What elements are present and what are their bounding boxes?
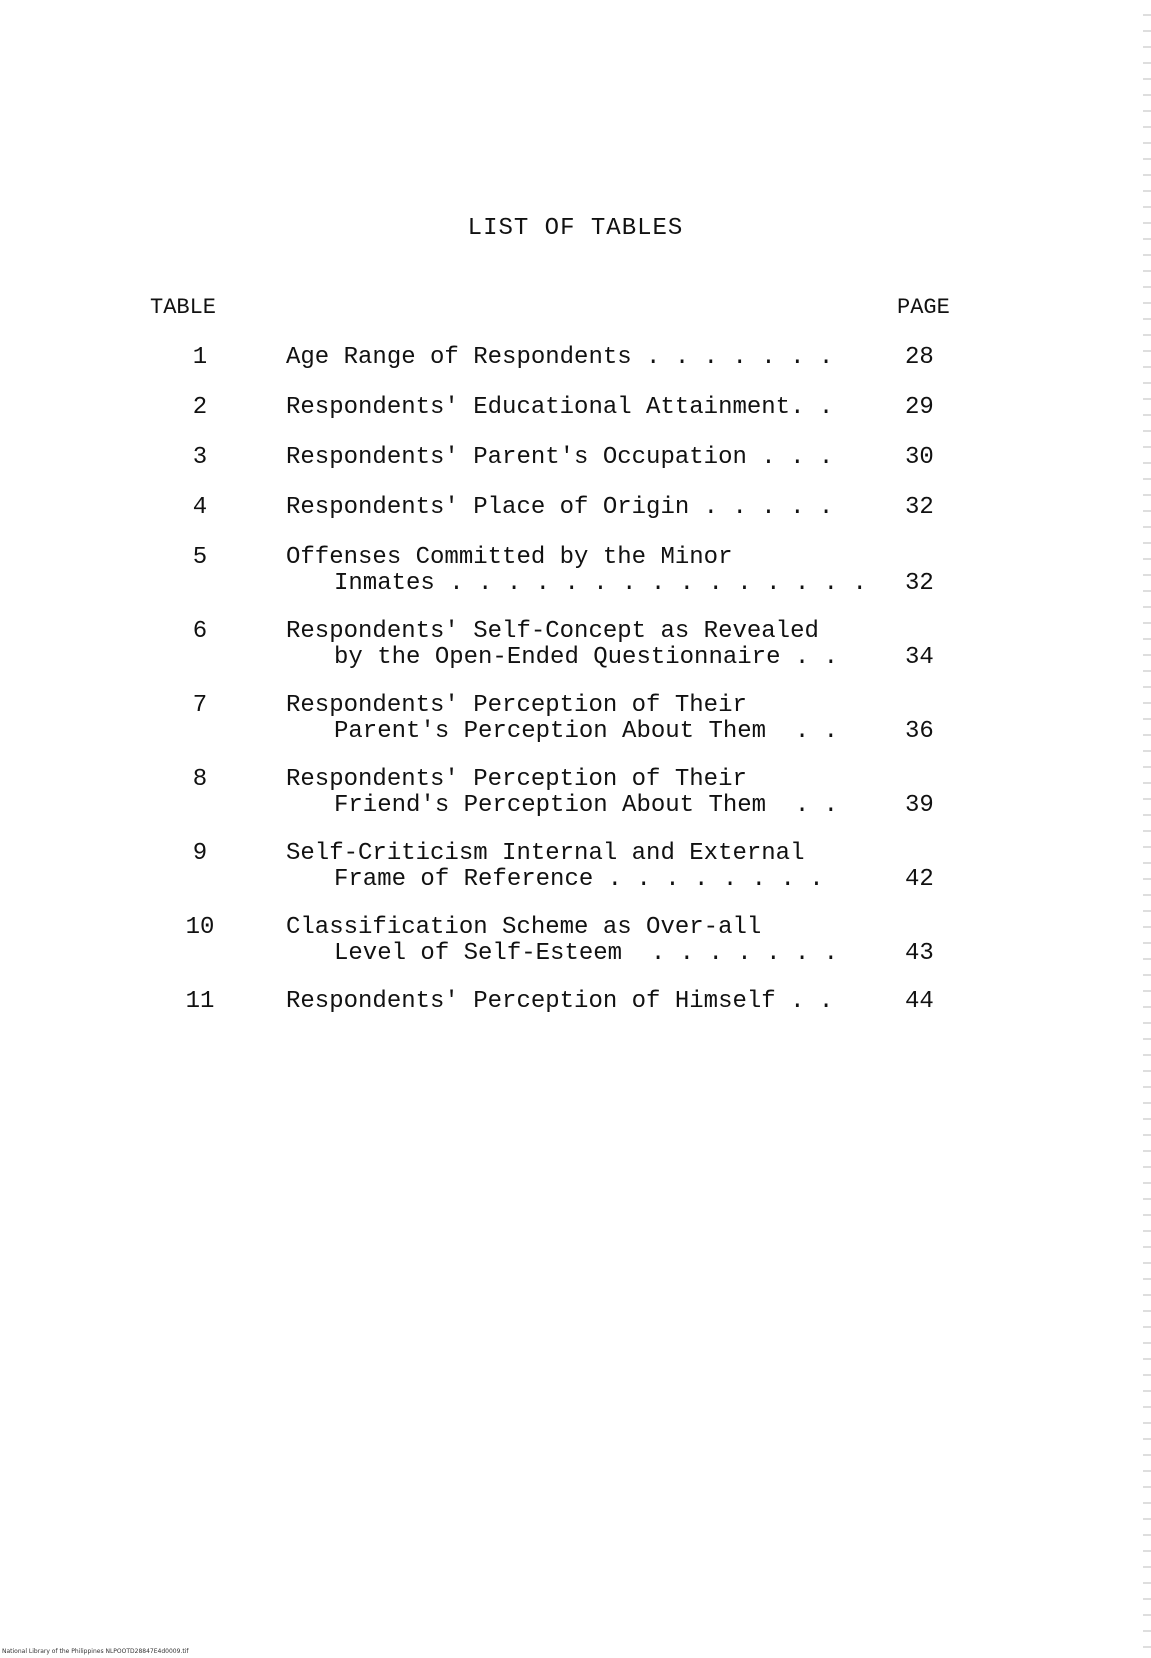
column-header-page: PAGE	[897, 295, 950, 320]
table-title: Respondents' Perception of Their Friend's Perception About Them . .	[286, 766, 839, 819]
table-title: Age Range of Respondents . . . . . . .	[286, 344, 834, 371]
table-title: Classification Scheme as Over-all Level of Self-Esteem . . . . . . .	[286, 914, 839, 967]
table-number: 10	[185, 914, 215, 941]
page-number: 32	[905, 570, 934, 597]
toc-entry	[0, 989, 1151, 1015]
table-title: Respondents' Self-Concept as Revealed by the Open-Ended Questionnaire . .	[286, 618, 839, 671]
toc-entry	[0, 692, 1151, 745]
table-number: 6	[192, 618, 208, 645]
column-header-table: TABLE	[150, 295, 217, 320]
table-number: 8	[192, 766, 208, 793]
page-number: 36	[905, 718, 934, 745]
toc-entry	[0, 445, 1151, 471]
toc-entry	[0, 395, 1151, 421]
page-number: 29	[905, 394, 934, 421]
table-title: Respondents' Perception of Himself . .	[286, 988, 834, 1015]
toc-entry	[0, 544, 1151, 597]
page-number: 43	[905, 940, 934, 967]
page-number: 30	[905, 444, 934, 471]
table-title: Offenses Committed by the Minor Inmates . . . . . . . . . . . . . . .	[286, 544, 867, 597]
toc-entry	[0, 840, 1151, 893]
footer-credit: National Library of the Philippines NLPOOTD28847E4d0009.tif	[2, 1648, 189, 1655]
table-number: 9	[192, 840, 208, 867]
table-title: Respondents' Place of Origin . . . . .	[286, 494, 834, 521]
table-number: 11	[185, 988, 215, 1015]
table-title: Respondents' Perception of Their Parent's Perception About Them . .	[286, 692, 839, 745]
page-number: 32	[905, 494, 934, 521]
page-number: 28	[905, 344, 934, 371]
toc-entry	[0, 495, 1151, 521]
toc-entry	[0, 345, 1151, 371]
toc-entry	[0, 914, 1151, 967]
table-number: 1	[192, 344, 208, 371]
table-number: 4	[192, 494, 208, 521]
page-number: 44	[905, 988, 934, 1015]
toc-entry	[0, 618, 1151, 671]
table-number: 2	[192, 394, 208, 421]
page-number: 39	[905, 792, 934, 819]
table-number: 7	[192, 692, 208, 719]
table-title: Self-Criticism Internal and External Frame of Reference . . . . . . . .	[286, 840, 824, 893]
table-title: Respondents' Parent's Occupation . . .	[286, 444, 834, 471]
page-title: LIST OF TABLES	[467, 215, 684, 242]
scan-edge-marks	[1143, 0, 1151, 1658]
table-title: Respondents' Educational Attainment. .	[286, 394, 834, 421]
table-number: 5	[192, 544, 208, 571]
page-number: 34	[905, 644, 934, 671]
page-number: 42	[905, 866, 934, 893]
table-of-contents	[0, 344, 1151, 1015]
table-number: 3	[192, 444, 208, 471]
toc-entry	[0, 766, 1151, 819]
